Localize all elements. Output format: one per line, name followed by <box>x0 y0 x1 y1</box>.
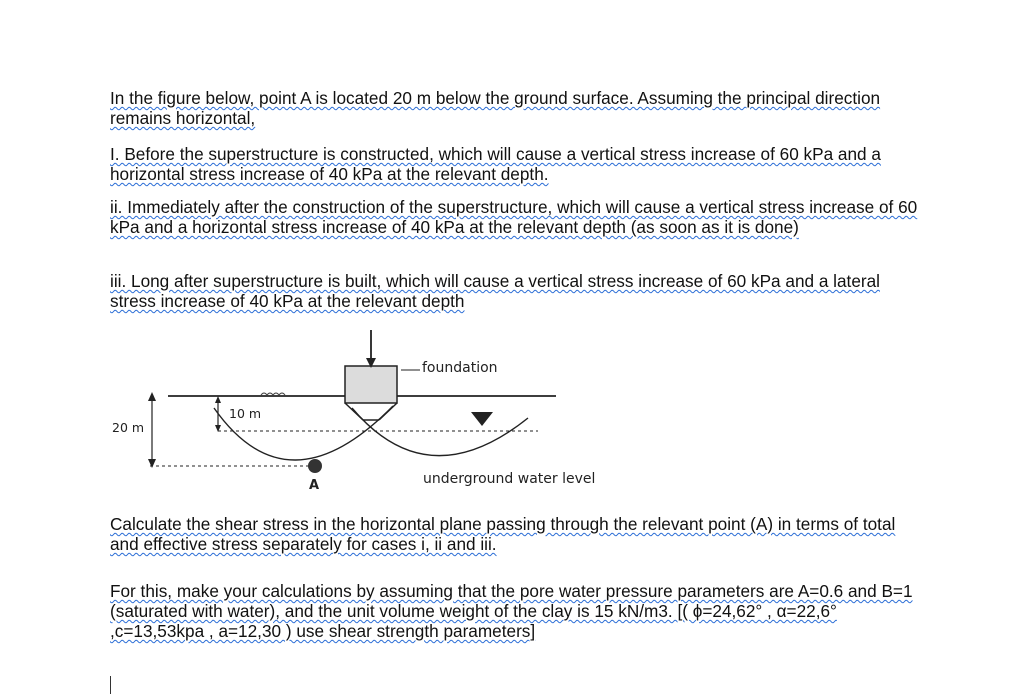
intro-paragraph: In the figure below, point A is located 20 m below the ground surface. Assuming the principal direction remains horizontal, <box>110 88 881 128</box>
foundation-block <box>345 366 397 403</box>
failure-arc-right <box>352 408 528 456</box>
depth-20-arrow-top <box>148 392 156 401</box>
foundation-label: foundation <box>422 360 498 376</box>
text-cursor <box>110 676 111 694</box>
case-ii-paragraph: ii. Immediately after the construction of the superstructure, which will cause a vertical stress increase of 60 kPa and a horizontal stress increase of 40 kPa at the relevant depth (as soon as it is done) <box>110 197 918 237</box>
ground-hatch-mark <box>261 393 285 395</box>
depth-20-label: 20 m <box>112 420 145 435</box>
depth-20-arrow-bottom <box>148 459 156 468</box>
depth-10-arrow-top <box>215 396 221 403</box>
depth-10-label: 10 m <box>229 406 262 421</box>
soil-profile-figure <box>108 328 608 498</box>
point-a-marker <box>308 459 322 473</box>
parameters-paragraph: For this, make your calculations by assuming that the pore water pressure parameters are A=0.6 and B=1 (saturated with water), and the unit volume weight of the clay is 15 kN/m3. [( ϕ=24,62° , α=22,6° ,c=13,53kpa , a=12,30 ) use shear strength parameters] <box>110 581 913 641</box>
point-a-label: A <box>309 478 320 493</box>
water-level-label: underground water level <box>423 471 596 487</box>
question-paragraph: Calculate the shear stress in the horizontal plane passing through the relevant point (A) in terms of total and effective stress separately for cases i, ii and iii. <box>110 514 896 554</box>
case-iii-paragraph: iii. Long after superstructure is built, which will cause a vertical stress increase of 60 kPa and a lateral stress increase of 40 kPa at the relevant depth <box>110 271 880 311</box>
case-i-paragraph: I. Before the superstructure is constructed, which will cause a vertical stress increase of 60 kPa and a horizontal stress increase of 40 kPa at the relevant depth. <box>110 144 881 184</box>
water-table-triangle-icon <box>471 412 493 426</box>
